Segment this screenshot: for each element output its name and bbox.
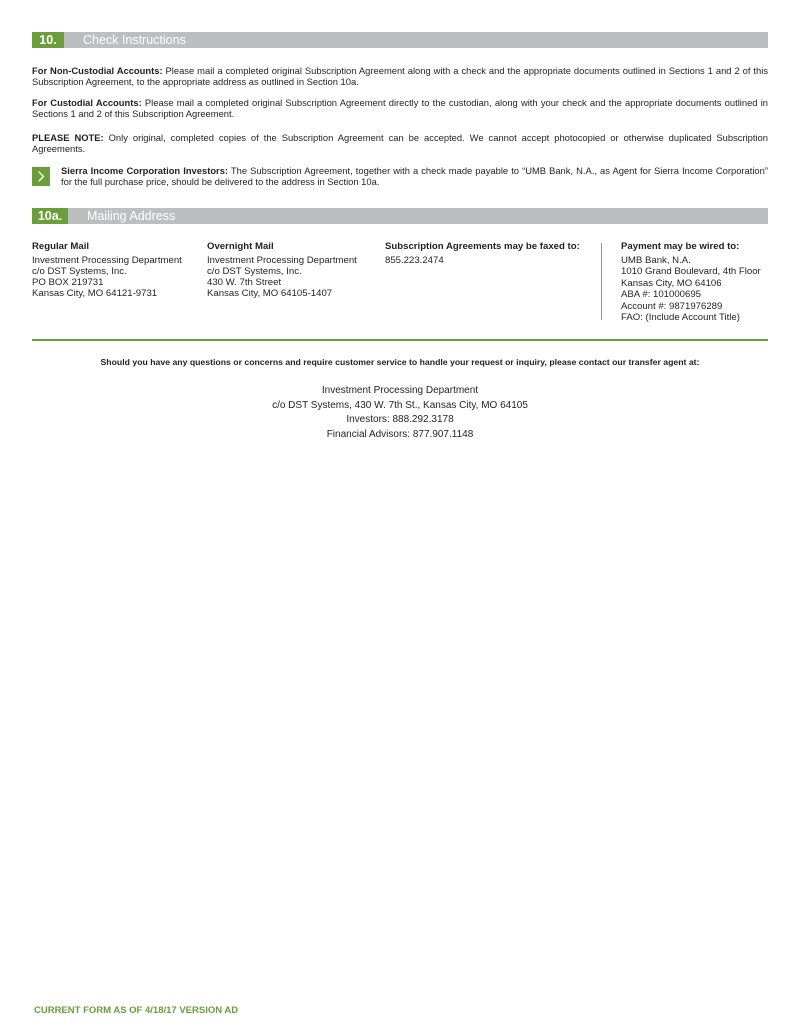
- section-10a-title: Mailing Address: [68, 208, 768, 224]
- section-10-title: Check Instructions: [64, 32, 768, 48]
- sierra-investors-text: The Subscription Agreement, together with a check made payable to “UMB Bank, N.A., as Agent for Sierra Income Corporation” for the full purchase price, should be delivered to the address in Section 10a.: [61, 165, 768, 187]
- column-divider: [601, 243, 602, 320]
- overnight-mail-column: [207, 241, 357, 299]
- form-version: CURRENT FORM AS OF 4/18/17 VERSION AD: [34, 1005, 239, 1016]
- address-line: Investment Processing Department: [32, 255, 182, 266]
- transfer-agent-contact: [32, 384, 768, 442]
- address-line: Investment Processing Department: [207, 255, 357, 266]
- contact-line: c/o DST Systems, 430 W. 7th St., Kansas City, MO 64105: [272, 399, 528, 411]
- please-note-label: PLEASE NOTE:: [32, 132, 104, 143]
- contact-line: Investors: 888.292.3178: [346, 414, 454, 425]
- wire-line: ABA #: 101000695: [621, 289, 702, 301]
- wire-line: 1010 Grand Boulevard, 4th Floor: [621, 266, 761, 278]
- section-10-number: 10.: [32, 32, 64, 48]
- section-divider: [32, 339, 768, 341]
- fax-column: [385, 241, 580, 266]
- non-custodial-instructions: [32, 65, 768, 87]
- please-note-text: Only original, completed copies of the Subscription Agreement can be accepted. We cannot accept photocopied or otherwise duplicated Subscription Agreements.: [32, 132, 768, 154]
- custodial-label: For Custodial Accounts:: [32, 97, 142, 108]
- address-line: c/o DST Systems, Inc.: [32, 266, 127, 277]
- wire-heading: Payment may be wired to:: [621, 241, 740, 252]
- custodial-instructions: [32, 97, 768, 119]
- contact-prompt: Should you have any questions or concerns and require customer service to handle your request or inquiry, please contact our transfer agent at:: [100, 357, 700, 367]
- overnight-mail-heading: Overnight Mail: [207, 241, 274, 252]
- regular-mail-heading: Regular Mail: [32, 241, 90, 252]
- wire-line: Account #: 9871976289: [621, 300, 723, 312]
- please-note: [32, 132, 768, 154]
- wire-line: FAO: (Include Account Title): [621, 312, 740, 324]
- sierra-investors-label: Sierra Income Corporation Investors:: [61, 165, 229, 176]
- wire-line: UMB Bank, N.A.: [621, 255, 691, 266]
- chevron-right-icon: [32, 167, 50, 186]
- address-line: Kansas City, MO 64121-9731: [32, 288, 158, 299]
- section-10-header: [32, 32, 768, 48]
- sierra-investors-instructions: [61, 165, 768, 187]
- regular-mail-column: [32, 241, 182, 299]
- address-line: 430 W. 7th Street: [207, 277, 282, 288]
- fax-number: 855.223.2474: [385, 255, 444, 266]
- fax-heading: Subscription Agreements may be faxed to:: [385, 241, 580, 252]
- contact-line: Financial Advisors: 877.907.1148: [326, 428, 474, 440]
- wire-line: Kansas City, MO 64106: [621, 277, 722, 289]
- custodial-text: Please mail a completed original Subscription Agreement directly to the custodian, along with your check and the appropriate documents outlined in Sections 1 and 2 of this Subscription Agreement.: [32, 97, 769, 119]
- contact-line: Investment Processing Department: [321, 385, 479, 396]
- address-line: PO BOX 219731: [32, 277, 104, 288]
- section-10a-header: [32, 208, 768, 224]
- address-line: Kansas City, MO 64105-1407: [207, 288, 333, 299]
- section-10a-number: 10a.: [32, 208, 68, 224]
- non-custodial-label: For Non-Custodial Accounts:: [32, 65, 163, 76]
- wire-column: [621, 241, 761, 323]
- non-custodial-text: Please mail a completed original Subscription Agreement along with a check and the appropriate documents outlined in Sections 1 and 2 of this Subscription Agreement, to the appropriate address as outlined in Section 10a.: [32, 65, 769, 87]
- address-line: c/o DST Systems, Inc.: [207, 266, 302, 277]
